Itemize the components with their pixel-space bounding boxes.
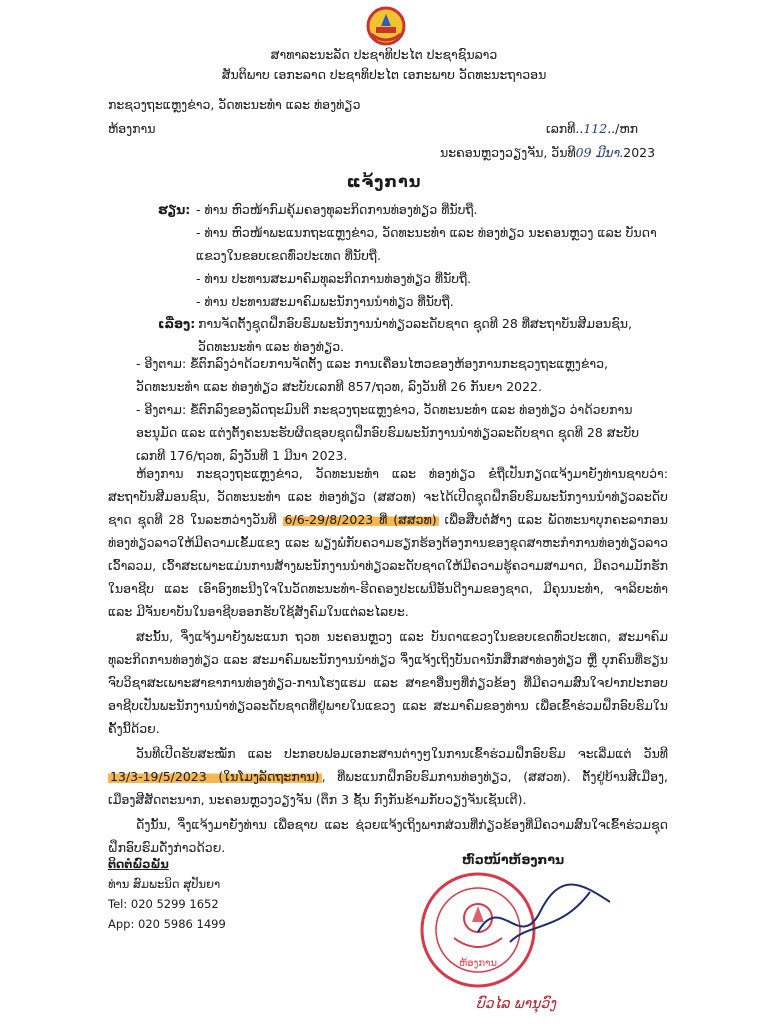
motto-heading: ສັນຕິພາບ ເອກະລາດ ປະຊາທິປະໄຕ ເອກະພາບ ວັດທະນະຖາວອນ: [221, 67, 547, 82]
recipient-item: - ທ່ານ ປະທານສະມາຄົມພະນັກງານນຳທ່ຽວ ທີ່ນັບຖື.: [196, 294, 454, 309]
recipient-item: - ທ່ານ ຫົວໜ້າກົມຄຸ້ມຄອງທຸລະກິດການທ່ອງທ່ຽວ ທີ່ນັບຖື.: [196, 202, 478, 217]
contact-app: App: 020 5986 1499: [108, 917, 226, 931]
contact-block: [108, 854, 226, 934]
handwritten-signature-icon: [470, 872, 620, 962]
signatory-name: ບົວໄລ ພານຸວົງ: [476, 996, 557, 1012]
recipient-item: - ທ່ານ ປະທານສະມາຄົມທຸລະກິດການທ່ອງທ່ຽວ ທີ່ນັບຖື.: [196, 271, 472, 286]
subject-label: ເລື່ອງ:: [158, 316, 196, 331]
department-name: ຫ້ອງການ: [108, 121, 156, 136]
contact-tel: Tel: 020 5299 1652: [108, 897, 219, 911]
contact-name: ທ່ານ ສົມພະນິດ ສຸປັນຍາ: [108, 877, 221, 891]
paragraph-2: ສະນັ້ນ, ຈຶ່ງແຈ້ງມາຍັງພະແນກ ຖວທ ນະຄອນຫຼວງ ແລະ ບັນດາແຂວງໃນຂອບເຂດທົ່ວປະເທດ, ສະມາຄົມທຸລະກິດການທ່ອງທ່ຽວ ແລະ ສະມາຄົມພະນັກງານນຳທ່ຽວ ຈຶ່ງແຈ້ງເຖິງບັນດານັກສຶກສາທ່ອງທ່ຽວ ຫຼື ບຸກຄົນທີ່ຮຽນຈົບວິຊາສະເພາະສາຂາການທ່ອງທ່ຽວ-ການໂຮງແຮມ ແລະ ສາຂາອື່ນໆທີ່ກ່ຽວຂ້ອງ ທີ່ມີຄວາມສົນໃຈຢາກປະກອບອາຊີບເປັນພະນັກງານນຳທ່ຽວລະດັບຊາດທີ່ຢູ່ພາຍໃນແຂວງ ແລະ ສະມາຄົມຂອງທ່ານ ເພື່ອເຂົ້າຮ່ວມຝຶກອົບຮົມໃນຄັ້ງນີ້ດ້ວຍ.: [108, 629, 668, 736]
reference-item: - ອີງຕາມ: ຂໍ້ຕົກລົງວ່າດ້ວຍການຈັດຕັ້ງ ແລະ ການເຄື່ອນໄຫວຂອງຫ້ອງການກະຊວງຖະແຫຼງຂ່າວ, ວັດທະນະທຳ ແລະ ທ່ອງທ່ຽວ ສະບັບເລກທີ 857/ຖວທ, ລົງວັນທີ 26 ກັນຍາ 2022.: [136, 356, 608, 394]
highlight-registration-dates: 13/3-19/5/2023 (ໃນໂມງລັດຖະການ): [110, 769, 320, 784]
references: [136, 352, 666, 467]
subject-text: ການຈັດຕັ້ງຊຸດຝຶກອົບຮົມພະນັກງານນຳທ່ຽວລະດັບຊາດ ຊຸດທີ 28 ທີ່ສະຖາບັນສີມອນຊົນ, ວັດທະນະທຳ ແລະ ທ່ອງທ່ຽວ.: [198, 316, 632, 354]
recipient-list: [196, 198, 666, 313]
republic-heading: ສາທາລະນະລັດ ປະຊາທິປະໄຕ ປະຊາຊົນລາວ: [270, 47, 498, 62]
ministry-name: ກະຊວງຖະແຫຼງຂ່າວ, ວັດທະນະທຳ ແລະ ທ່ອງທ່ຽວ: [108, 97, 361, 112]
seal-text: ຫ້ອງການ: [458, 958, 498, 969]
document-title: ແຈ້ງການ: [346, 172, 422, 191]
document-date: [440, 144, 655, 162]
recipient-item: - ທ່ານ ຫົວໜ້າພະແນກຖະແຫຼງຂ່າວ, ວັດທະນະທຳ ແລະ ທ່ອງທ່ຽວ ນະຄອນຫຼວງ ແລະ ບັນດາ ແຂວງໃນຂອບເຂດທົ່ວປະເທດ ທີ່ນັບຖື.: [196, 225, 657, 263]
national-emblem-icon: [365, 6, 407, 46]
document-number: ເລກທີ..112../ຫກ: [546, 121, 638, 136]
doc-no-suffix: /ຫກ: [615, 121, 638, 136]
signatory-title: ຫົວໜ້າຫ້ອງການ: [462, 852, 565, 867]
highlight-training-dates: 6/6-29/8/2023 ທີ່ (ສສວທ): [284, 512, 437, 527]
date-year: .2023: [619, 145, 656, 160]
date-value: 09 ມີນາ: [575, 145, 620, 160]
doc-no-value: 112: [583, 121, 608, 136]
date-prefix: ນະຄອນຫຼວງວຽງຈັນ, ວັນທີ: [440, 145, 576, 160]
paragraph-1: ຫ້ອງການ ກະຊວງຖະແຫຼງຂ່າວ, ວັດທະນະທຳ ແລະ ທ່ອງທ່ຽວ ຂໍຖືເປັນກຽດແຈ້ງມາຍັງທ່ານຊາບວ່າ: ສະຖາບັນສີມອນຊົນ, ວັດທະນະທຳ ແລະ ທ່ອງທ່ຽວ (ສສວທ) ຈະໄດ້ເປີດຊຸດຝຶກອົບຮົມພະນັກງານນຳທ່ຽວລະດັບຊາດ ຊຸດທີ 28 ໃນລະຫວ່າງວັນທີ 6/6-29/8/2023 ທີ່ (ສສວທ) ເພື່ອສືບຕໍ່ສ້າງ ແລະ ພັດທະນາບຸກຄະລາກອນທ່ອງທ່ຽວລາວໃຫ້ມີຄວາມເຂັ້ມແຂງ ແລະ ພຽງພໍກັບຄວາມຮຽກຮ້ອງຕ້ອງການຂອງຂຸດສາຫະກຳການທ່ອງທ່ຽວລາວເວົ້າລວມ, ເວົ້າສະເພາະແມ່ນການສ້າງພະນັກງານນຳທ່ຽວລະດັບຊາດໃຫ້ມີຄວາມຮູ້ຄວາມສາມາດ, ມີຄວາມມັກຮັກໃນອາຊີບ ແລະ ເອົາອົງທະນີງໃຈໃນວັດທະນະທຳ-ຮີດຄອງປະເພນີອັນດີງາມຂອງຊາດ, ມີຄຸນນະທຳ, ຈາລິຍະທຳ ແລະ ມີຈັນຍາບັນໃນອາຊີບອອກຮັບໃຊ້ສັງຄົມໃນແຕ່ລະໄລຍະ.: [108, 466, 668, 619]
paragraph-3: ວັນທີເປີດຮັບສະໝັກ ແລະ ປະກອບຟອມເອກະສານຕ່າງໆໃນການເຂົ້າຮ່ວມຝຶກອົບຮົມ ຈະເລີ່ມແຕ່ ວັນທີ 13/3-19/5/2023 (ໃນໂມງລັດຖະການ) , ທີ່ພະແນກຝຶກອົບຮົມການທ່ອງທ່ຽວ, (ສສວທ). ຕັ້ງຢູ່ບ້ານສີເມືອງ, ເມືອງສີສັດຕະນາກ, ນະຄອນຫຼວງວຽງຈັນ (ຕຶກ 3 ຊັ້ນ ກົງກັນຂ້າມກັບວຽງຈັນເຊັນເຕີ).: [108, 746, 668, 807]
contact-heading: ຕິດຕໍ່ພົວພັນ: [108, 857, 169, 871]
reference-item: - ອີງຕາມ: ຂໍ້ຕົກລົງຂອງລັດຖະມົນຕີ ກະຊວງຖະແຫຼງຂ່າວ, ວັດທະນະທຳ ແລະ ທ່ອງທ່ຽວ ວ່າດ້ວຍການອະນຸມັດ ແລະ ແຕ່ງຕັ້ງຄະນະຮັບຜິດຊອບຊຸດຝຶກອົບຮົມພະນັກງານນຳທ່ຽວລະດັບຊາດ ຊຸດທີ 28 ສະບັບເລກທີ 176/ຖວທ, ລົງວັນທີ 1 ມີນາ 2023.: [136, 402, 640, 463]
to-label: ຮຽນ:: [158, 202, 191, 217]
body-text: [108, 462, 668, 861]
paragraph-4: ດັ່ງນັ້ນ, ຈຶ່ງແຈ້ງມາຍັງທ່ານ ເພື່ອຊາບ ແລະ ຊ່ວຍແຈ້ງເຖິງພາກສ່ວນທີ່ກ່ຽວຂ້ອງທີ່ມີຄວາມສົນໃຈເຂົ້າຮ່ວມຊຸດຝຶກອົບຮົມດັ່ງກ່າວດ້ວຍ.: [108, 817, 668, 855]
doc-no-label: ເລກທີ: [546, 121, 576, 136]
